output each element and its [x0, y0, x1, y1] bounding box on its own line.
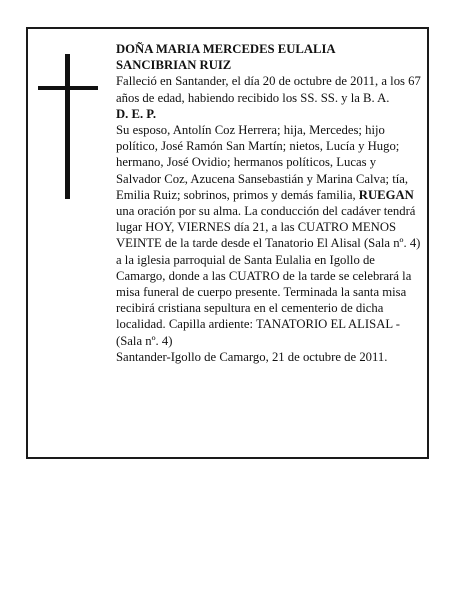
- cross-vertical-bar: [65, 54, 70, 199]
- cross-icon: [38, 54, 98, 199]
- obituary-notice: [26, 27, 429, 459]
- deceased-name: [116, 41, 424, 73]
- family-intro: Su esposo, Antolín Coz Herrera; hija, Mercedes; hijo político, José Ramón San Martín; nietos, Lucía y Hugo; hermano, José Ovidio; hermanos políticos, Lucas y Salvador Coz, Azucena Sansebastián y Marina Calva; tía, Emilia Ruiz; sobrinos, primos y demás familia,: [116, 123, 409, 202]
- deceased-name-line-2: SANCIBRIAN RUIZ: [116, 58, 232, 73]
- deceased-name-line-1: DOÑA MARIA MERCEDES EULALIA: [116, 42, 336, 56]
- family-and-service-paragraph: [116, 122, 424, 349]
- obituary-text: [116, 41, 424, 365]
- death-statement: Falleció en Santander, el día 20 de octubre de 2011, a los 67 años de edad, habiendo recibido los SS. SS. y la B. A.: [116, 74, 421, 105]
- service-details: una oración por su alma. La conducción del cadáver tendrá lugar HOY, VIERNES día 21, a las CUATRO MENOS VEINTE de la tarde desde el Tanatorio El Alisal (Sala nº. 4) a la iglesia parroquial de Santa Eulalia en Igollo de Camargo, donde a las CUATRO de la tarde se celebrará la misa funeral de cuerpo presente. Terminada la santa misa recibirá cristiana sepultura en el cementerio de dicha localidad. Capilla ardiente: TANATORIO EL ALISAL - (Sala nº. 4): [116, 204, 421, 348]
- ruegan-label: RUEGAN: [358, 187, 414, 202]
- place-and-date: Santander-Igollo de Camargo, 21 de octubre de 2011.: [116, 349, 388, 364]
- cross-horizontal-bar: [38, 86, 98, 90]
- dep-heading: D. E. P.: [116, 106, 157, 121]
